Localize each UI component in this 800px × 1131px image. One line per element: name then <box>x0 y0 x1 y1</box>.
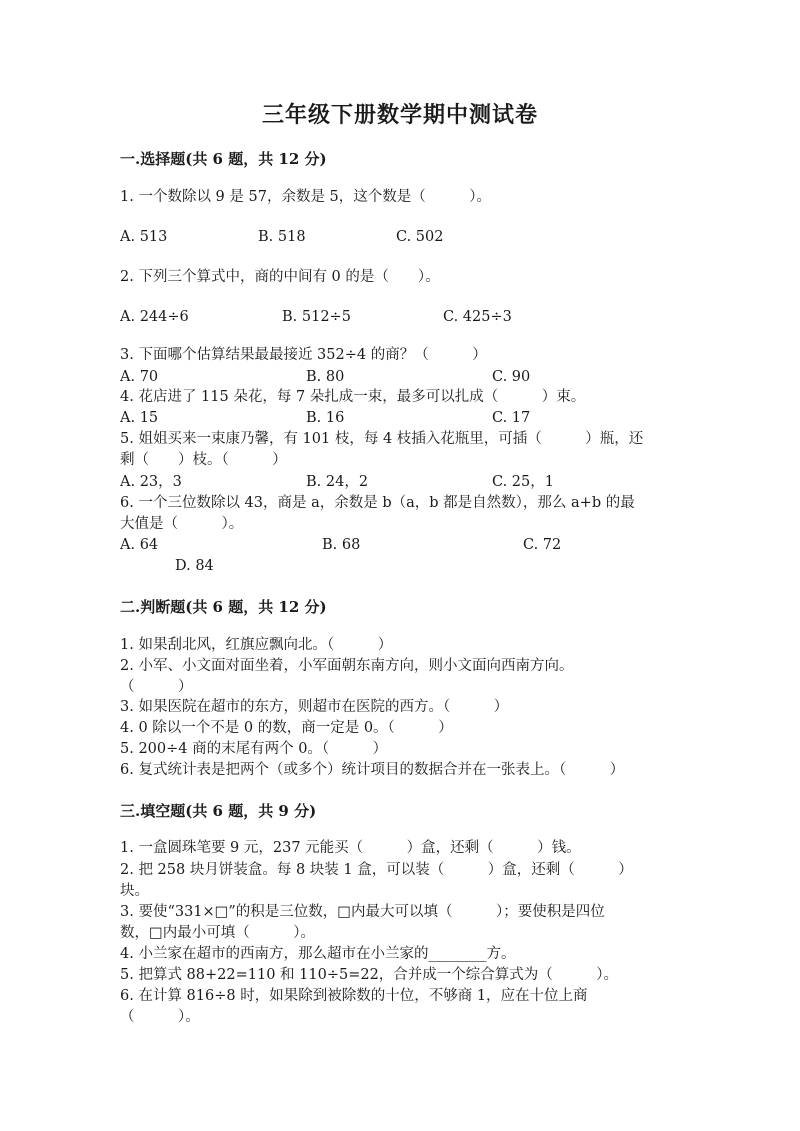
option-c: C. 90 <box>492 369 531 385</box>
section-heading-fill-blank: 三.填空题(共 6 题，共 9 分) <box>120 802 317 820</box>
option-a: A. 244÷6 <box>120 309 189 325</box>
question-text: 5. 200÷4 商的末尾有两个 0。（ ） <box>120 741 388 757</box>
question-text: 2. 小军、小文面对面坐着，小军面朝东南方向，则小文面向西南方向。 <box>120 658 574 674</box>
section-heading-choice: 一.选择题(共 6 题，共 12 分) <box>120 150 327 168</box>
question-text: 6. 在计算 816÷8 时，如果除到被除数的十位，不够商 1，应在十位上商 <box>120 988 588 1004</box>
question-text: （ ）。 <box>120 1009 200 1025</box>
question-text: （ ） <box>120 679 193 695</box>
option-c: C. 25，1 <box>492 474 554 490</box>
question-text: 数，□内最小可填（ ）。 <box>120 925 315 941</box>
option-a: A. 15 <box>120 410 159 426</box>
question-text: 块。 <box>120 883 149 899</box>
question-text: 3. 要使“331×□”的积是三位数，□内最大可以填（ ）；要使积是四位 <box>120 904 605 920</box>
option-c: C. 17 <box>492 410 531 426</box>
question-text: 剩（ ）枝。（ ） <box>120 452 287 468</box>
question-text: 6. 一个三位数除以 43，商是 a，余数是 b（a，b 都是自然数），那么 a+b 的最 <box>120 495 635 511</box>
option-b: B. 518 <box>258 229 306 245</box>
question-text: 2. 把 258 块月饼装盒。每 8 块装 1 盒，可以装（ ）盒，还剩（ ） <box>120 862 633 878</box>
question-text: 4. 花店进了 115 朵花，每 7 朵扎成一束，最多可以扎成（ ）束。 <box>120 389 586 405</box>
question-text: 2. 下列三个算式中，商的中间有 0 的是（ ）。 <box>120 269 440 285</box>
option-a: A. 513 <box>120 229 168 245</box>
question-text: 4. 小兰家在超市的西南方，那么超市在小兰家的________方。 <box>120 946 516 962</box>
option-a: A. 64 <box>120 537 159 553</box>
page-title: 三年级下册数学期中测试卷 <box>261 102 538 128</box>
option-b: B. 80 <box>306 369 345 385</box>
question-text: 5. 把算式 88+22=110 和 110÷5=22，合并成一个综合算式为（ ）。 <box>120 967 619 983</box>
question-text: 5. 姐姐买来一束康乃馨，有 101 枝，每 4 枝插入花瓶里，可插（ ）瓶，还 <box>120 431 644 447</box>
question-text: 1. 一盒圆珠笔要 9 元，237 元能买（ ）盒，还剩（ ）钱。 <box>120 840 581 856</box>
option-b: B. 16 <box>306 410 345 426</box>
option-b: B. 512÷5 <box>282 309 351 325</box>
option-c: C. 72 <box>523 537 562 553</box>
question-text: 4. 0 除以一个不是 0 的数，商一定是 0。（ ） <box>120 720 453 736</box>
question-text: 6. 复式统计表是把两个（或多个）统计项目的数据合并在一张表上。（ ） <box>120 762 625 778</box>
option-a: A. 23，3 <box>120 474 182 490</box>
question-text: 1. 一个数除以 9 是 57，余数是 5，这个数是（ ）。 <box>120 189 492 205</box>
option-c: C. 425÷3 <box>443 309 512 325</box>
option-c: C. 502 <box>396 229 444 245</box>
option-b: B. 24，2 <box>306 474 369 490</box>
question-text: 大值是（ ）。 <box>120 516 244 532</box>
option-d: D. 84 <box>175 558 214 574</box>
question-text: 3. 下面哪个估算结果最最接近 352÷4 的商？（ ） <box>120 347 487 363</box>
option-b: B. 68 <box>322 537 361 553</box>
section-heading-judgement: 二.判断题(共 6 题，共 12 分) <box>120 598 327 616</box>
option-a: A. 70 <box>120 369 159 385</box>
question-text: 3. 如果医院在超市的东方，则超市在医院的西方。（ ） <box>120 699 509 715</box>
question-text: 1. 如果刮北风，红旗应飘向北。（ ） <box>120 637 393 653</box>
